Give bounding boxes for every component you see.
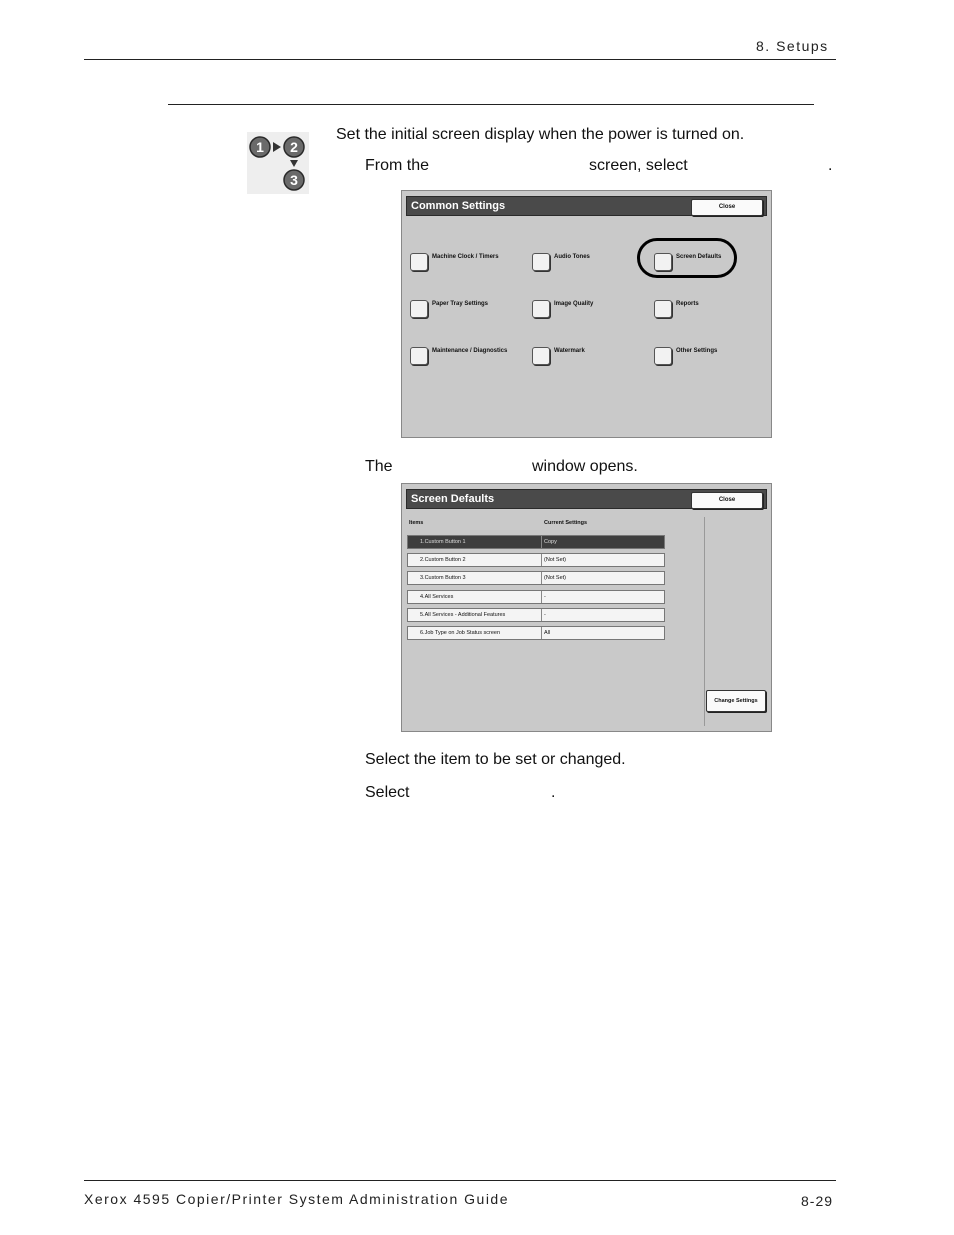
row-divider — [541, 591, 542, 603]
option-label: Image Quality — [554, 301, 594, 307]
row-name: 6.Job Type on Job Status screen — [420, 630, 501, 636]
table-row[interactable] — [407, 590, 665, 604]
close-button[interactable]: Close — [691, 199, 763, 216]
footer-title: Xerox 4595 Copier/Printer System Administration Guide — [84, 1191, 509, 1207]
table-row[interactable] — [407, 626, 665, 640]
page-number: 8-29 — [801, 1193, 834, 1209]
row-value: Copy — [544, 539, 557, 545]
option-checkbox[interactable] — [654, 347, 672, 365]
row-value: All — [544, 630, 551, 636]
step1-end: . — [828, 157, 833, 174]
panel-divider — [704, 517, 705, 726]
screen-defaults-title: Screen Defaults — [411, 493, 495, 505]
table-row[interactable] — [407, 571, 665, 585]
row-name: 3.Custom Button 3 — [420, 575, 466, 581]
footer-rule — [84, 1180, 836, 1181]
option-checkbox[interactable] — [532, 300, 550, 318]
table-row[interactable] — [407, 535, 665, 549]
option-label: Machine Clock / Timers — [432, 254, 499, 260]
step1-mid: screen, select — [589, 157, 688, 174]
row-value: - — [544, 594, 546, 600]
row-name: 2.Custom Button 2 — [420, 557, 466, 563]
row-value: (Not Set) — [544, 575, 567, 581]
row-divider — [541, 572, 542, 584]
section-header: 8. Setups — [756, 38, 829, 54]
option-label: Maintenance / Diagnostics — [432, 348, 508, 354]
option-label: Other Settings — [676, 348, 718, 354]
option-label: Screen Defaults — [676, 254, 722, 260]
svg-text:1: 1 — [256, 139, 264, 155]
row-value: - — [544, 612, 546, 618]
step4-end: . — [551, 784, 556, 801]
intro-text: Set the initial screen display when the power is turned on. — [336, 126, 745, 143]
common-settings-title-bar — [406, 196, 767, 216]
section-rule — [168, 104, 814, 105]
common-settings-title: Common Settings — [411, 200, 506, 212]
option-checkbox[interactable] — [410, 300, 428, 318]
column-header-items: Items — [409, 520, 424, 526]
column-header-current-settings: Current Settings — [544, 520, 588, 526]
header-rule — [84, 59, 836, 60]
option-label: Reports — [676, 301, 699, 307]
steps-icon — [247, 132, 309, 194]
svg-text:3: 3 — [290, 172, 298, 188]
close-button[interactable]: Close — [691, 492, 763, 509]
row-name: 4.All Services — [420, 594, 454, 600]
table-row[interactable] — [407, 608, 665, 622]
option-label: Watermark — [554, 348, 585, 354]
step3-text: Select the item to be set or changed. — [365, 751, 626, 768]
row-divider — [541, 627, 542, 639]
row-name: 5.All Services - Additional Features — [420, 612, 506, 618]
row-divider — [541, 609, 542, 621]
row-name: 1.Custom Button 1 — [420, 539, 466, 545]
screen-defaults-screen — [401, 483, 772, 732]
step4-pre: Select — [365, 784, 410, 801]
screen-defaults-title-bar — [406, 489, 767, 509]
option-checkbox[interactable] — [532, 347, 550, 365]
step2-mid: window opens. — [532, 458, 638, 475]
option-label: Audio Tones — [554, 254, 590, 260]
option-checkbox[interactable] — [410, 347, 428, 365]
step1-pre: From the — [365, 157, 430, 174]
row-value: (Not Set) — [544, 557, 567, 563]
table-row[interactable] — [407, 553, 665, 567]
row-divider — [541, 536, 542, 548]
option-checkbox[interactable] — [410, 253, 428, 271]
row-divider — [541, 554, 542, 566]
svg-text:2: 2 — [290, 139, 298, 155]
option-label: Paper Tray Settings — [432, 301, 489, 307]
highlight-circle — [637, 238, 737, 278]
option-checkbox[interactable] — [532, 253, 550, 271]
step2-pre: The — [365, 458, 393, 475]
common-settings-screen — [401, 190, 772, 438]
change-settings-button[interactable]: Change Settings — [706, 690, 766, 712]
option-checkbox[interactable] — [654, 300, 672, 318]
